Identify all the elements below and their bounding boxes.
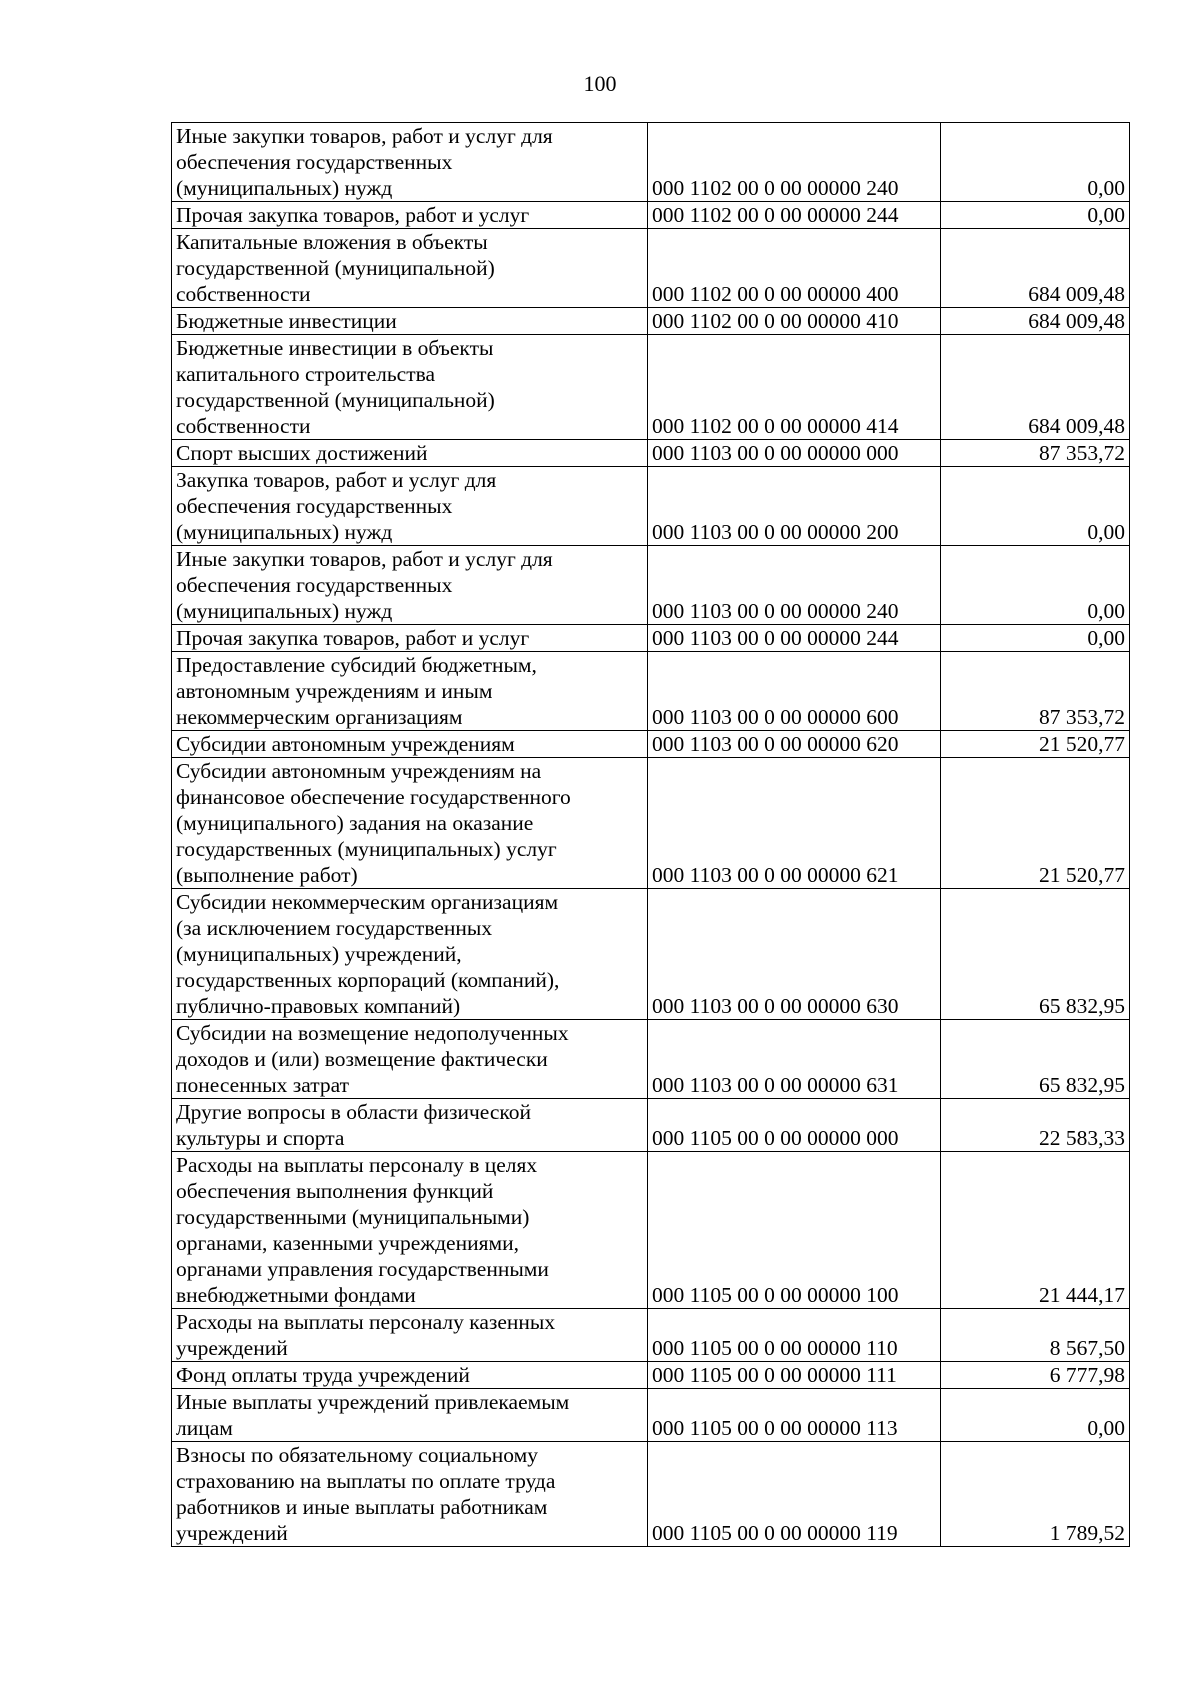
row-amount-cell: 0,00 <box>941 1389 1130 1442</box>
row-amount-cell: 21 444,17 <box>941 1152 1130 1309</box>
row-code-cell: 000 1103 00 0 00 00000 000 <box>648 440 941 467</box>
table-row <box>172 123 1130 202</box>
row-amount-cell: 1 789,52 <box>941 1442 1130 1547</box>
row-amount-cell: 87 353,72 <box>941 652 1130 731</box>
row-name-cell: Иные закупки товаров, работ и услуг для обеспечения государственных (муниципальных) нужд <box>172 546 648 625</box>
table-row <box>172 1389 1130 1442</box>
row-code-cell: 000 1105 00 0 00 00000 111 <box>648 1362 941 1389</box>
row-name-cell: Расходы на выплаты персоналу в целях обеспечения выполнения функций государственными (муниципальными) органами, казенными учреждениями, органами управления государственными внебюджетными фондами <box>172 1152 648 1309</box>
row-code-cell: 000 1102 00 0 00 00000 240 <box>648 123 941 202</box>
row-code-cell: 000 1105 00 0 00 00000 110 <box>648 1309 941 1362</box>
row-amount-cell: 0,00 <box>941 202 1130 229</box>
row-name-cell: Спорт высших достижений <box>172 440 648 467</box>
row-amount-cell: 684 009,48 <box>941 308 1130 335</box>
row-amount-cell: 65 832,95 <box>941 889 1130 1020</box>
row-amount-cell: 6 777,98 <box>941 1362 1130 1389</box>
budget-table <box>171 122 1130 1547</box>
row-amount-cell: 21 520,77 <box>941 731 1130 758</box>
row-name-cell: Субсидии автономным учреждениям на финансовое обеспечение государственного (муниципального) задания на оказание государственных (муниципальных) услуг (выполнение работ) <box>172 758 648 889</box>
row-code-cell: 000 1103 00 0 00 00000 244 <box>648 625 941 652</box>
row-code-cell: 000 1105 00 0 00 00000 119 <box>648 1442 941 1547</box>
table-row <box>172 731 1130 758</box>
table-row <box>172 758 1130 889</box>
table-row <box>172 889 1130 1020</box>
row-code-cell: 000 1102 00 0 00 00000 410 <box>648 308 941 335</box>
row-amount-cell: 0,00 <box>941 123 1130 202</box>
row-amount-cell: 21 520,77 <box>941 758 1130 889</box>
row-code-cell: 000 1102 00 0 00 00000 400 <box>648 229 941 308</box>
row-code-cell: 000 1102 00 0 00 00000 244 <box>648 202 941 229</box>
row-name-cell: Капитальные вложения в объекты государственной (муниципальной) собственности <box>172 229 648 308</box>
row-name-cell: Субсидии на возмещение недополученных доходов и (или) возмещение фактически понесенных затрат <box>172 1020 648 1099</box>
row-name-cell: Иные закупки товаров, работ и услуг для обеспечения государственных (муниципальных) нужд <box>172 123 648 202</box>
row-code-cell: 000 1103 00 0 00 00000 621 <box>648 758 941 889</box>
row-name-cell: Расходы на выплаты персоналу казенных учреждений <box>172 1309 648 1362</box>
row-amount-cell: 684 009,48 <box>941 229 1130 308</box>
table-row <box>172 1020 1130 1099</box>
row-amount-cell: 87 353,72 <box>941 440 1130 467</box>
row-code-cell: 000 1102 00 0 00 00000 414 <box>648 335 941 440</box>
row-name-cell: Субсидии некоммерческим организациям (за исключением государственных (муниципальных) учреждений, государственных корпораций (компаний), публично-правовых компаний) <box>172 889 648 1020</box>
table-row <box>172 546 1130 625</box>
table-row <box>172 1309 1130 1362</box>
row-name-cell: Субсидии автономным учреждениям <box>172 731 648 758</box>
page-number: 100 <box>583 71 617 96</box>
table-row <box>172 1362 1130 1389</box>
row-code-cell: 000 1103 00 0 00 00000 600 <box>648 652 941 731</box>
budget-table-body <box>172 123 1130 1547</box>
row-amount-cell: 0,00 <box>941 625 1130 652</box>
row-name-cell: Фонд оплаты труда учреждений <box>172 1362 648 1389</box>
table-row <box>172 1442 1130 1547</box>
row-amount-cell: 65 832,95 <box>941 1020 1130 1099</box>
row-code-cell: 000 1105 00 0 00 00000 113 <box>648 1389 941 1442</box>
row-code-cell: 000 1103 00 0 00 00000 200 <box>648 467 941 546</box>
row-name-cell: Предоставление субсидий бюджетным, автономным учреждениям и иным некоммерческим организациям <box>172 652 648 731</box>
row-name-cell: Прочая закупка товаров, работ и услуг <box>172 625 648 652</box>
table-row <box>172 1099 1130 1152</box>
row-code-cell: 000 1103 00 0 00 00000 620 <box>648 731 941 758</box>
table-row <box>172 229 1130 308</box>
row-code-cell: 000 1105 00 0 00 00000 100 <box>648 1152 941 1309</box>
table-row <box>172 625 1130 652</box>
row-code-cell: 000 1103 00 0 00 00000 630 <box>648 889 941 1020</box>
row-name-cell: Иные выплаты учреждений привлекаемым лицам <box>172 1389 648 1442</box>
row-name-cell: Бюджетные инвестиции <box>172 308 648 335</box>
table-row <box>172 202 1130 229</box>
row-name-cell: Прочая закупка товаров, работ и услуг <box>172 202 648 229</box>
row-name-cell: Взносы по обязательному социальному страхованию на выплаты по оплате труда работников и иные выплаты работникам учреждений <box>172 1442 648 1547</box>
table-row <box>172 1152 1130 1309</box>
table-row <box>172 652 1130 731</box>
row-amount-cell: 0,00 <box>941 467 1130 546</box>
row-name-cell: Закупка товаров, работ и услуг для обеспечения государственных (муниципальных) нужд <box>172 467 648 546</box>
row-code-cell: 000 1103 00 0 00 00000 240 <box>648 546 941 625</box>
row-name-cell: Бюджетные инвестиции в объекты капитального строительства государственной (муниципальной) собственности <box>172 335 648 440</box>
row-amount-cell: 684 009,48 <box>941 335 1130 440</box>
table-row <box>172 467 1130 546</box>
table-row <box>172 308 1130 335</box>
row-amount-cell: 8 567,50 <box>941 1309 1130 1362</box>
row-name-cell: Другие вопросы в области физической культуры и спорта <box>172 1099 648 1152</box>
row-amount-cell: 0,00 <box>941 546 1130 625</box>
row-amount-cell: 22 583,33 <box>941 1099 1130 1152</box>
row-code-cell: 000 1105 00 0 00 00000 000 <box>648 1099 941 1152</box>
table-row <box>172 335 1130 440</box>
table-row <box>172 440 1130 467</box>
row-code-cell: 000 1103 00 0 00 00000 631 <box>648 1020 941 1099</box>
